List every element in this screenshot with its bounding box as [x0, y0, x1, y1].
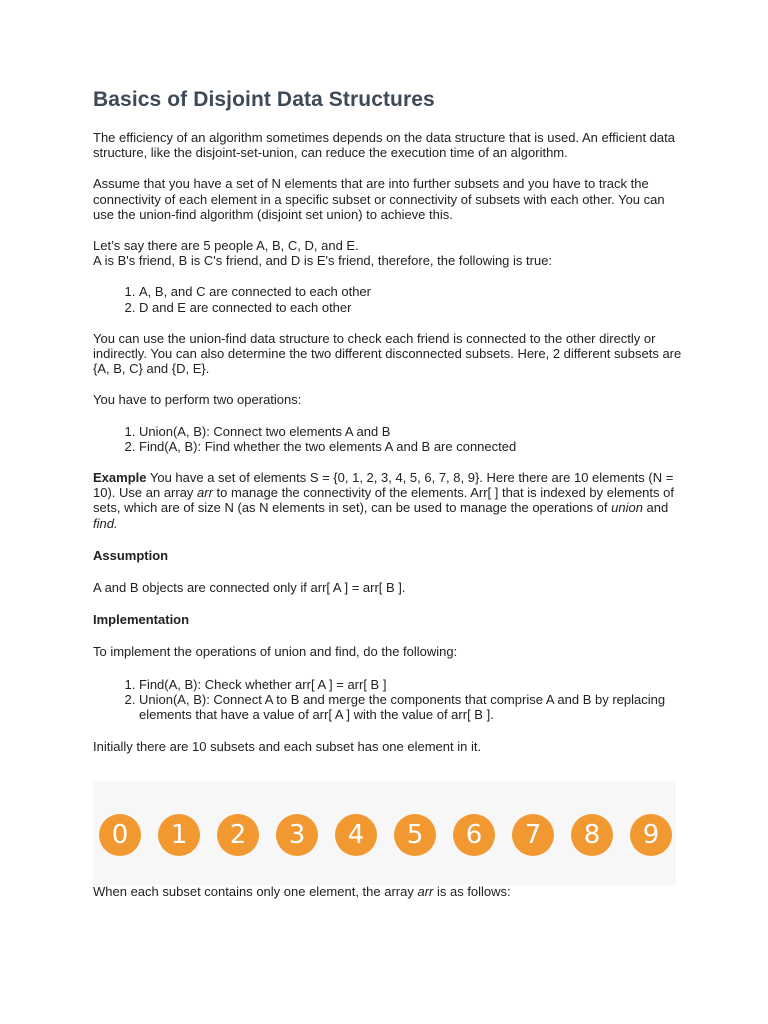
caption-text-2: is as follows: [433, 884, 511, 899]
union-find-paragraph: You can use the union-find data structure to check each friend is connected to the other directly or indirectly. You can also determine the two different disconnected subsets. Here, 2 different subsets are {A, B, C} and {D, E}. [93, 330, 682, 377]
caption-arr: arr [417, 884, 434, 899]
friends-line: A is B's friend, B is C's friend, and D is E's friend, therefore, the following is true: [93, 253, 553, 269]
element-circle: 9 [630, 814, 672, 856]
list-item: 1. Find(A, B): Check whether arr[ A ] = arr[ B ] [139, 677, 683, 692]
element-circle: 2 [217, 814, 259, 856]
implementation-list [93, 677, 683, 723]
element-circle: 3 [276, 814, 318, 856]
example-text-1: You have a set of elements S = {0, 1, 2, 3, 4, 5, 6, 7, 8, 9}. Here there are 10 elements (N = 10). Use an array [93, 470, 674, 501]
example-paragraph [93, 470, 683, 531]
example-arr: arr [197, 485, 213, 501]
element-circle: 1 [158, 814, 200, 856]
list-item: 2. Union(A, B): Connect A to B and merge the components that comprise A and B by replacing elements that have a value of arr[ A ] with the value of arr[ B ]. [139, 692, 683, 722]
page-title: Basics of Disjoint Data Structures [93, 88, 435, 111]
element-circle: 6 [453, 814, 495, 856]
array-caption [93, 884, 511, 899]
operations-list [93, 424, 683, 454]
element-circle: 0 [99, 814, 141, 856]
list-item: 2. D and E are connected to each other [139, 300, 683, 315]
example-people-paragraph [93, 238, 683, 268]
element-circle: 4 [335, 814, 377, 856]
list-item: 1. A, B, and C are connected to each other [139, 284, 683, 299]
assumption-text: A and B objects are connected only if arr[ A ] = arr[ B ]. [93, 580, 406, 596]
initial-subsets-text: Initially there are 10 subsets and each subset has one element in it. [93, 739, 482, 755]
implementation-intro: To implement the operations of union and find, do the following: [93, 644, 458, 660]
list-item: 2. Find(A, B): Find whether the two elements A and B are connected [139, 439, 683, 454]
element-circle: 5 [394, 814, 436, 856]
subsets-figure [93, 781, 676, 885]
lets-say-line: Let’s say there are 5 people A, B, C, D, and E. [93, 238, 359, 254]
intro-paragraph: The efficiency of an algorithm sometimes depends on the data structure that is used. An efficient data structure, like the disjoint-set-union, can reduce the execution time of an algorithm. [93, 130, 675, 161]
document-body [93, 86, 683, 754]
list-item: 1. Union(A, B): Connect two elements A and B [139, 424, 683, 439]
assume-paragraph: Assume that you have a set of N elements that are into further subsets and you have to track the connectivity of each element in a specific subset or connectivity of subsets with each other. You can use the union-find algorithm (disjoint set union) to achieve this. [93, 176, 665, 222]
example-and: and [642, 500, 669, 516]
caption-text-1: When each subset contains only one element, the array [93, 884, 418, 899]
element-circles [99, 814, 672, 856]
truth-list [93, 284, 683, 314]
example-union: union [611, 500, 643, 516]
assumption-heading: Assumption [93, 547, 169, 563]
example-text-2: to manage the connectivity of the elements. Arr[ ] that is indexed by elements of sets, which are of size N (as N elements in set), can be used to manage the operations of [93, 485, 674, 516]
implementation-heading: Implementation [93, 612, 190, 628]
example-label: Example [93, 470, 147, 486]
element-circle: 7 [512, 814, 554, 856]
example-find: find. [93, 515, 118, 531]
operations-intro: You have to perform two operations: [93, 392, 302, 408]
element-circle: 8 [571, 814, 613, 856]
